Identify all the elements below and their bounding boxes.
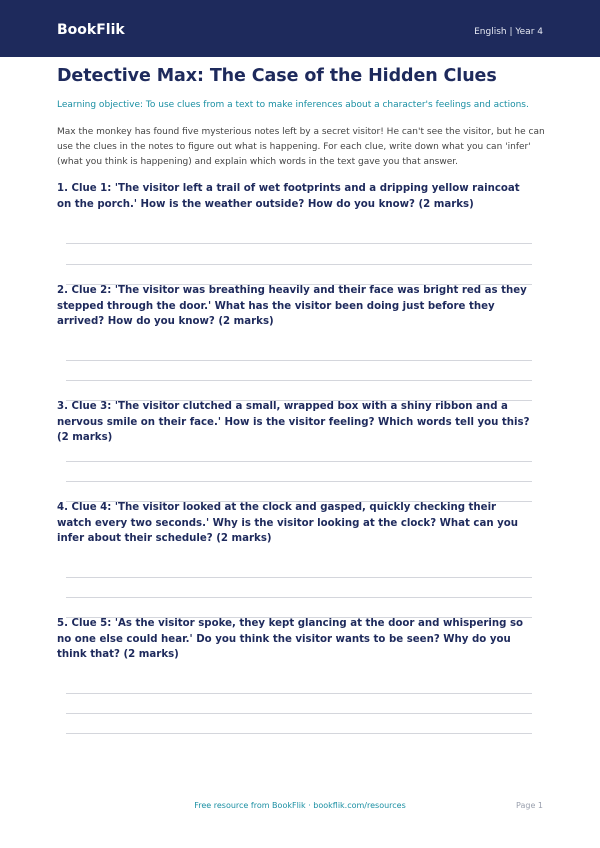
answer-line[interactable] [66,733,532,734]
question-5: 5. Clue 5: 'As the visitor spoke, they kept glancing at the door and whispering so no one else could hear.' Do you think the visitor wants to be seen? Why do you think that? (2 marks) [57,618,524,661]
intro-paragraph: Max the monkey has found five mysterious notes left by a secret visitor! He can't see the visitor, but he can use the clues in the notes to figure out what is happening. For each clue, write down what you can 'infer' (what you think is happening) and explain which words in the text gave you that answer. [57,127,545,168]
answer-line[interactable] [66,380,532,381]
page-header [0,0,600,57]
page-title: Detective Max: The Case of the Hidden Clues [57,66,497,86]
question-1: 1. Clue 1: 'The visitor left a trail of wet footprints and a dripping yellow raincoat on the porch.' How is the weather outside? How do you know? (2 marks) [57,183,520,210]
answer-line[interactable] [66,693,532,694]
page-number: Page 1 [516,801,543,810]
answer-line[interactable] [66,577,532,578]
question-3: 3. Clue 3: 'The visitor clutched a small, wrapped box with a shiny ribbon and a nervous smile on their face.' How is the visitor feeling? Which words tell you this? (2 marks) [57,401,530,444]
answer-line[interactable] [66,360,532,361]
footer-credit[interactable]: Free resource from BookFlik · bookflik.com/resources [194,801,406,810]
answer-line[interactable] [66,243,532,244]
answer-line[interactable] [66,461,532,462]
answer-line[interactable] [66,264,532,265]
answer-line[interactable] [66,597,532,598]
subject-year-label: English | Year 4 [474,27,543,37]
answer-line[interactable] [66,713,532,714]
answer-line[interactable] [66,481,532,482]
question-2: 2. Clue 2: 'The visitor was breathing heavily and their face was bright red as they stepped through the door.' What has the visitor been doing just before they arrived? How do you know? (2 marks) [57,285,527,328]
brand-logo: BookFlik [57,22,125,38]
learning-objective: Learning objective: To use clues from a text to make inferences about a character's feelings and actions. [57,100,529,110]
question-4: 4. Clue 4: 'The visitor looked at the clock and gasped, quickly checking their watch every two seconds.' Why is the visitor looking at the clock? What can you infer about their schedule? (2 marks) [57,502,519,545]
